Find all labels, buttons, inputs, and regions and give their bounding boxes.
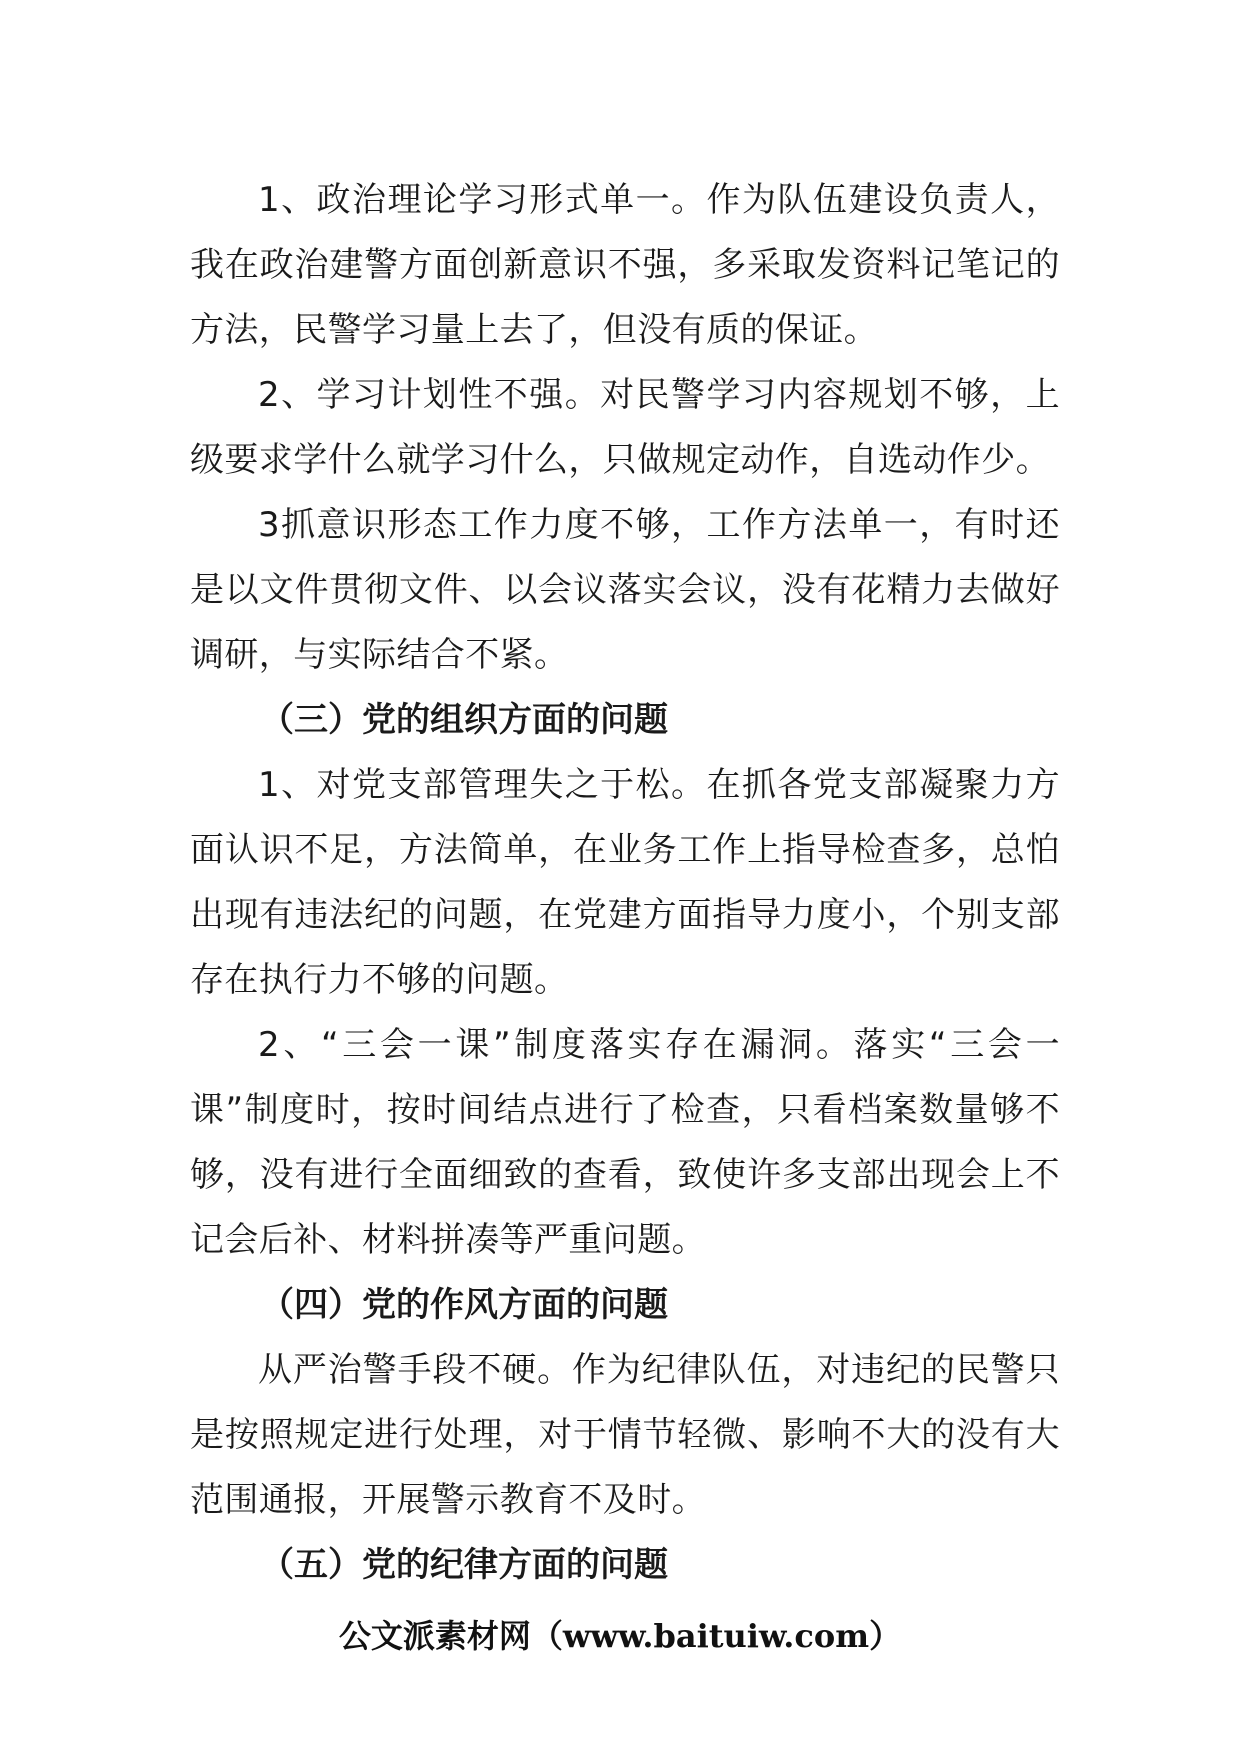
section-heading-work-style: （四）党的作风方面的问题 xyxy=(260,1285,668,1325)
paragraph-branch-management: 1、对党支部管理失之于松。在抓各党支部凝聚力方面认识不足，方法简单，在业务工作上指导检查多，总怕出现有违法纪的问题，在党建方面指导力度小，个别支部存在执行力不够的问题。 xyxy=(190,765,1060,1000)
paragraph-ideology-work: 3抓意识形态工作力度不够，工作方法单一，有时还是以文件贯彻文件、以会议落实会议，没有花精力去做好调研，与实际结合不紧。 xyxy=(190,505,1060,675)
paragraph-three-meetings: 2、“三会一课”制度落实存在漏洞。落实“三会一课”制度时，按时间结点进行了检查，只看档案数量够不够，没有进行全面细致的查看，致使许多支部出现会上不记会后补、材料拼凑等严重问题。 xyxy=(190,1025,1060,1260)
footer-watermark: 公文派素材网（www.baituiw.com） xyxy=(338,1617,902,1655)
paragraph-political-theory: 1、政治理论学习形式单一。作为队伍建设负责人，我在政治建警方面创新意识不强，多采取发资料记笔记的方法，民警学习量上去了，但没有质的保证。 xyxy=(190,180,1060,350)
paragraph-study-plan: 2、学习计划性不强。对民警学习内容规划不够，上级要求学什么就学习什么，只做规定动作，自选动作少。 xyxy=(190,375,1060,480)
document-body xyxy=(190,168,1060,1598)
paragraph-strict-discipline: 从严治警手段不硬。作为纪律队伍，对违纪的民警只是按照规定进行处理，对于情节轻微、影响不大的没有大范围通报，开展警示教育不及时。 xyxy=(190,1350,1060,1520)
section-heading-discipline: （五）党的纪律方面的问题 xyxy=(260,1545,668,1585)
section-heading-organization: （三）党的组织方面的问题 xyxy=(260,700,668,740)
